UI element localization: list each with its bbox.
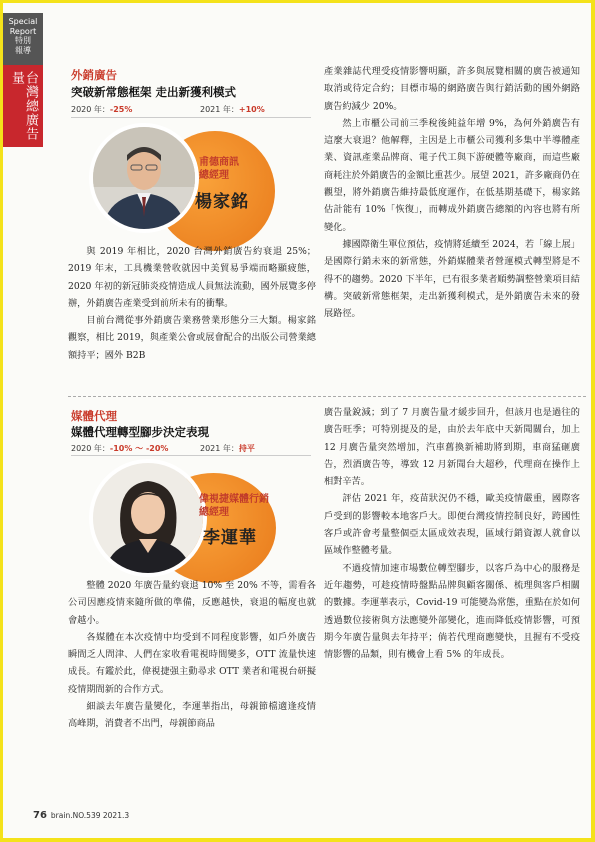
section2-stat-2021: 2021 年：持平: [200, 444, 255, 453]
section1-title: 突破新常態框架 走出新獲利模式: [71, 85, 237, 99]
page-number: 76: [33, 810, 47, 821]
special-report-tab: [3, 13, 43, 65]
tab-line: 報導: [15, 45, 31, 55]
tab-line: 特別: [15, 36, 31, 45]
tab-line: Report: [9, 26, 37, 36]
portrait-photo-lee: [89, 459, 207, 577]
paragraph: 細談去年廣告量變化，李運華指出，母親節檔適逢疫情高峰期，消費者不出門，母親節商品: [68, 701, 316, 730]
paragraph: 與 2019 年相比，2020 台灣外銷廣告約衰退 25%；2019 年末，工具機業營收就因中美貿易爭端而略顯疲態，2020 年初的新冠肺炎疫情造成人員無法流動，國外展覽多停辦，外銷廣告產業受到前所未有的衝擊。: [68, 246, 316, 309]
paragraph: 據國際衛生單位預估，疫情將延續至 2024，若「線上展」是國際行銷未來的新常態，外銷媒體業者營運模式轉型將是不得不的趨勢。2020 下半年，已有很多業者順勢調整營業項目結構。突破新常態框架，走出新獲利模式，是外銷廣告未來的發展路徑。: [324, 238, 581, 320]
tab-line: Special: [8, 17, 38, 26]
paragraph: 評估 2021 年，疫苗狀況仍不穩，歐美疫情嚴重，國際客戶受到的影響較本地客戶大。即便台灣疫情控制良好，跨國性客戶或許會考量整個亞太區成效表現，區域行銷資源人就會以區域作整體考量。: [324, 493, 580, 557]
section-divider: [68, 396, 586, 397]
paragraph: 廣告量銳減；到了 7 月廣告量才緩步回升，但該月也是過往的廣告旺季；可特別提及的是，由於去年底中天新聞關台，加上 12 月廣告量突然增加，汽車舊換新補助將到期，車商猛砸廣告，烈酒廣告等，導致 12 月新聞台大超秒，代理商在操作上相對辛苦。: [324, 407, 580, 488]
paragraph: 產業雜誌代理受疫情影響明顯，許多與展覽相關的廣告被通知取消或待定合約；目標市場的網路廣告與行銷活動的國外網路廣告約減少 20%。: [324, 66, 580, 112]
paragraph: 各媒體在本次疫情中均受到不同程度影響，如戶外廣告瞬間乏人問津、人們在家收看電視時間變多，OTT 流量快速成長。有鑑於此，偉視捷强主動尋求 OTT 業者和電視台研擬疫情期間新的合作方式。: [68, 631, 316, 695]
paragraph: 目前台灣從事外銷廣告業務營業形態分三大類。楊家銘觀察，相比 2019，與產業公會或展會配合的出版公司營業總額持平；國外 B2B: [68, 315, 316, 361]
portrait-image: [93, 127, 195, 229]
section2-right-column: [324, 404, 580, 663]
person-name-lee: 李運華: [203, 528, 257, 548]
person-title-lee: 偉視捷媒體行銷 總經理: [199, 494, 269, 518]
section1-stat-2021: 2021 年：+10%: [200, 105, 265, 114]
divider: [71, 455, 311, 456]
portrait-image: [93, 463, 203, 573]
section2-label: 媒體代理: [71, 409, 117, 423]
section2-left-column: [68, 577, 316, 733]
magazine-page: [3, 3, 591, 838]
paragraph: 然上市櫃公司前三季稅後純益年增 9%，為何外銷廣告有這麼大衰退？他解釋，主因是上市櫃公司獲利多集中半導體產業、資訊產業品牌商、電子代工與下游硬體等廠商，而這些廠商耗注於外銷廣告的金額比重甚少。展望 2021，許多廠商仍在觀望，將外銷廣告維持最低度運作，在低基期基礎下，楊家銘估計能有 10%「恢復」，而轉成外銷廣告總額的內容也將有所變化。: [324, 117, 580, 233]
paragraph: 整體 2020 年廣告量約衰退 10% 至 20% 不等，需看各公司因應疫情來隨所做的準備，反應越快，衰退的幅度也就會越小。: [68, 580, 316, 626]
section1-stat-2020: 2020 年：-25%: [71, 105, 133, 114]
person-name-yang: 楊家銘: [195, 192, 249, 212]
section1-label: 外銷廣告: [71, 68, 117, 82]
portrait-photo-yang: [89, 123, 199, 233]
page-footer: [33, 810, 129, 821]
vertical-tab-label: 台灣總廣告量: [9, 71, 38, 141]
issue-info: brain.NO.539 2021.3: [50, 811, 130, 820]
section1-right-column: [324, 63, 580, 322]
section-vertical-tab: [3, 65, 43, 147]
person-title-yang: 甫德商訊 總經理: [199, 157, 239, 181]
section2-stat-2020: 2020 年：-10% ～ -20%: [71, 444, 169, 453]
divider: [71, 117, 311, 118]
section2-title: 媒體代理轉型腳步決定表現: [71, 425, 209, 439]
paragraph: 不過疫情加速市場數位轉型腳步，以客戶為中心的服務是近年趨勢，可趁疫情時盤點品牌與顧客關係、梳理與客戶相關的數據。李運華表示，Covid-19 可能變為常態，重點在於如何透過數位接術與方法應變外部變化，進而降低疫情影響，可預期今年廣告量與去年持平；倘若代理商應變快，且握有不受疫情影響的品類，則有機會上看 5% 的年成長。: [324, 562, 580, 661]
section1-left-column: [68, 243, 316, 364]
